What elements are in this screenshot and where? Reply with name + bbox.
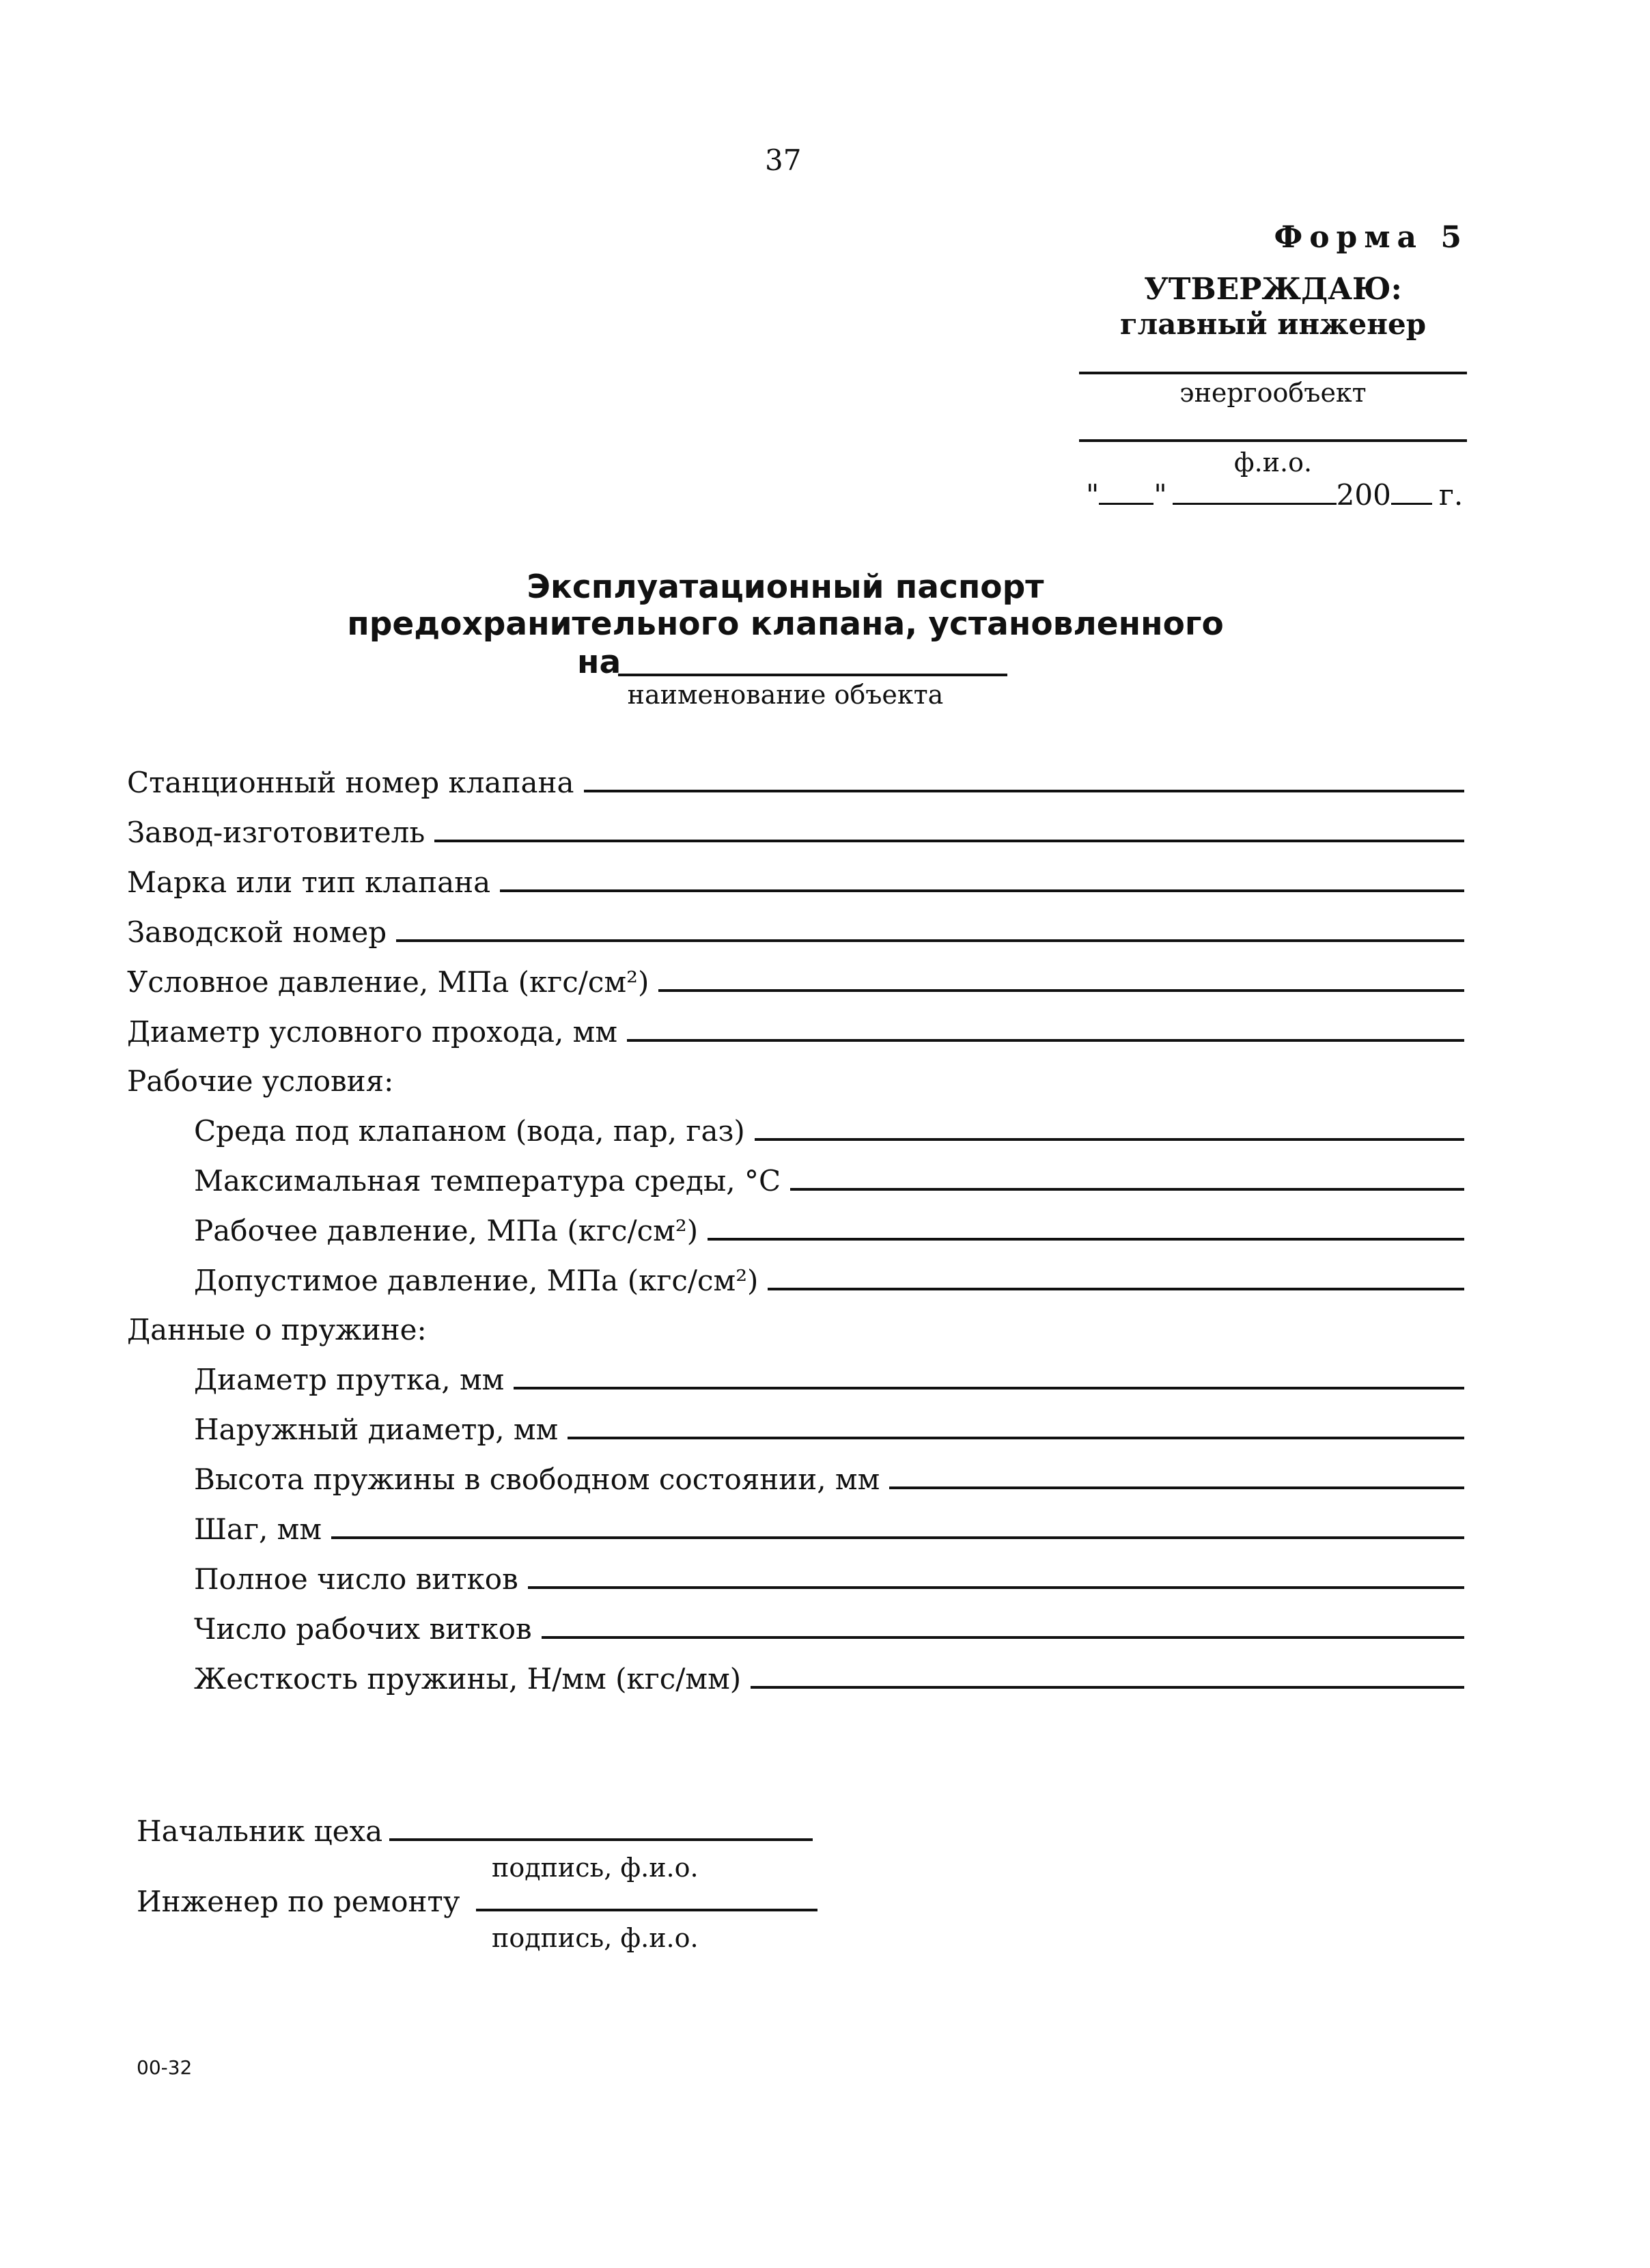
field-label: Условное давление, МПа (кгс/см²) [127, 965, 649, 999]
field-allowable-pressure [194, 1256, 1464, 1297]
signature-line[interactable] [389, 1838, 813, 1841]
field-label: Станционный номер клапана [127, 766, 574, 799]
field-medium [194, 1107, 1464, 1148]
field-input-line[interactable] [542, 1636, 1464, 1639]
field-input-line[interactable] [568, 1437, 1464, 1439]
field-input-line[interactable] [500, 889, 1464, 892]
field-input-line[interactable] [627, 1039, 1464, 1042]
date-day-field[interactable] [1099, 480, 1153, 505]
field-input-line[interactable] [790, 1188, 1464, 1191]
approval-date [1086, 478, 1463, 512]
field-label: Высота пружины в свободном состоянии, мм [194, 1463, 880, 1496]
signature-caption: подпись, ф.и.о. [492, 1853, 699, 1883]
field-active-coils [194, 1605, 1464, 1646]
signature-shop-head [137, 1807, 813, 1848]
field-input-line[interactable] [514, 1387, 1464, 1389]
field-label: Жесткость пружины, Н/мм (кгс/мм) [194, 1662, 742, 1696]
working-conditions-header: Рабочие условия: [127, 1064, 394, 1098]
field-nominal-diameter [127, 1008, 1464, 1049]
field-input-line[interactable] [889, 1486, 1464, 1489]
field-label: Число рабочих витков [194, 1612, 532, 1646]
field-pitch [194, 1505, 1464, 1546]
field-input-line[interactable] [755, 1138, 1464, 1141]
field-input-line[interactable] [708, 1238, 1464, 1241]
document-title-line-3: на [577, 644, 621, 681]
energy-object-line[interactable] [1079, 372, 1467, 374]
signature-line[interactable] [476, 1909, 817, 1911]
spring-data-header: Данные о пружине: [127, 1313, 427, 1346]
approval-title: УТВЕРЖДАЮ: [1144, 272, 1402, 307]
signature-repair-engineer [137, 1877, 817, 1918]
field-label: Завод-изготовитель [127, 816, 425, 849]
field-input-line[interactable] [331, 1536, 1464, 1539]
field-label: Максимальная температура среды, °С [194, 1164, 781, 1198]
signature-label: Инженер по ремонту [137, 1885, 460, 1918]
field-nominal-pressure [127, 958, 1464, 999]
signature-label: Начальник цеха [137, 1814, 383, 1848]
field-manufacturer [127, 808, 1464, 849]
field-working-pressure [194, 1206, 1464, 1247]
field-label: Диаметр прутка, мм [194, 1363, 505, 1396]
fio-line[interactable] [1079, 439, 1467, 442]
date-year-prefix: 200 [1336, 478, 1391, 512]
object-name-caption: наименование объекта [627, 680, 944, 710]
field-valve-type [127, 858, 1464, 899]
field-input-line[interactable] [658, 989, 1464, 992]
field-label: Шаг, мм [194, 1512, 322, 1546]
footer-code: 00-32 [137, 2056, 193, 2079]
signature-caption: подпись, ф.и.о. [492, 1923, 699, 1953]
date-year-field[interactable] [1391, 480, 1432, 505]
field-spring-stiffness [194, 1655, 1464, 1696]
document-title-line-2: предохранительного клапана, установленного [347, 605, 1224, 643]
field-label: Марка или тип клапана [127, 866, 491, 899]
field-factory-number [127, 908, 1464, 949]
field-outer-diameter [194, 1405, 1464, 1446]
field-label: Рабочее давление, МПа (кгс/см²) [194, 1214, 699, 1247]
energy-object-caption: энергообъект [1179, 378, 1367, 408]
field-label: Среда под клапаном (вода, пар, газ) [194, 1114, 745, 1148]
object-name-field[interactable] [618, 674, 1007, 676]
field-label: Допустимое давление, МПа (кгс/см²) [194, 1264, 759, 1297]
date-month-field[interactable] [1173, 480, 1337, 505]
field-label: Диаметр условного прохода, мм [127, 1015, 618, 1049]
field-label: Полное число витков [194, 1562, 518, 1596]
field-input-line[interactable] [768, 1288, 1464, 1290]
field-input-line[interactable] [584, 790, 1464, 792]
field-total-coils [194, 1555, 1464, 1596]
fio-caption: ф.и.о. [1233, 447, 1313, 478]
approval-subtitle: главный инженер [1119, 307, 1427, 341]
document-title-line-1: Эксплуатационный паспорт [527, 568, 1044, 606]
field-input-line[interactable] [528, 1586, 1464, 1589]
field-input-line[interactable] [751, 1686, 1464, 1689]
form-label: Форма 5 [1274, 220, 1468, 255]
field-label: Заводской номер [127, 915, 387, 949]
field-wire-diameter [194, 1355, 1464, 1396]
date-quote-close: " [1153, 478, 1167, 512]
page-number: 37 [765, 143, 802, 177]
field-label: Наружный диаметр, мм [194, 1413, 559, 1446]
field-free-height [194, 1455, 1464, 1496]
date-quote-open: " [1086, 478, 1100, 512]
field-station-number [127, 758, 1464, 799]
field-input-line[interactable] [434, 840, 1464, 842]
field-input-line[interactable] [396, 939, 1464, 942]
field-max-temperature [194, 1157, 1464, 1198]
date-year-suffix: г. [1438, 478, 1464, 512]
